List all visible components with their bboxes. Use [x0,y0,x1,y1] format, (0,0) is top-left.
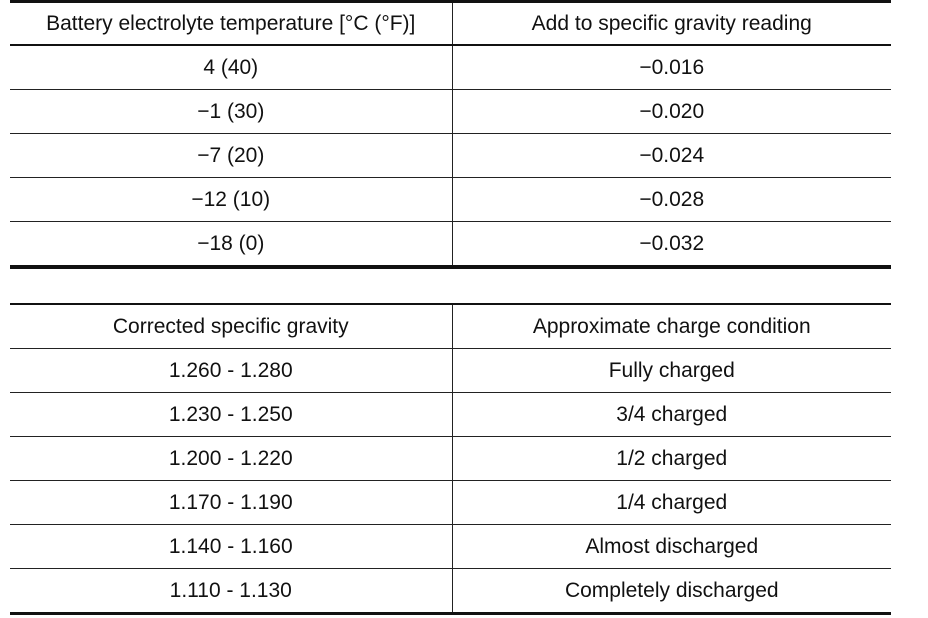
table-row [10,437,891,481]
specific-gravity-cell: 1.140 - 1.160 [10,525,452,569]
table-row [10,525,891,569]
table-row [10,569,891,614]
table-header-row [10,2,891,46]
charge-condition-cell: Completely discharged [452,569,891,614]
table-row [10,178,891,222]
temperature-cell: −1 (30) [10,90,452,134]
table-header-row [10,304,891,349]
table-row [10,45,891,90]
correction-cell: −0.020 [452,90,891,134]
temperature-cell: −7 (20) [10,134,452,178]
charge-condition-cell: Almost discharged [452,525,891,569]
specific-gravity-cell: 1.170 - 1.190 [10,481,452,525]
table-row [10,481,891,525]
table-row [10,134,891,178]
temperature-correction-table [10,0,891,269]
column-header-specific-gravity: Corrected specific gravity [10,304,452,349]
column-header-correction: Add to specific gravity reading [452,2,891,46]
charge-condition-cell: 3/4 charged [452,393,891,437]
correction-cell: −0.024 [452,134,891,178]
specific-gravity-cell: 1.230 - 1.250 [10,393,452,437]
table-row [10,90,891,134]
temperature-cell: −18 (0) [10,222,452,268]
charge-condition-cell: Fully charged [452,349,891,393]
table-row [10,349,891,393]
specific-gravity-cell: 1.200 - 1.220 [10,437,452,481]
column-header-temperature: Battery electrolyte temperature [°C (°F)] [10,2,452,46]
column-header-charge-condition: Approximate charge condition [452,304,891,349]
charge-condition-cell: 1/2 charged [452,437,891,481]
correction-cell: −0.028 [452,178,891,222]
specific-gravity-cell: 1.260 - 1.280 [10,349,452,393]
table-row [10,393,891,437]
table-row [10,222,891,268]
specific-gravity-cell: 1.110 - 1.130 [10,569,452,614]
charge-condition-table [10,303,891,615]
temperature-cell: −12 (10) [10,178,452,222]
correction-cell: −0.032 [452,222,891,268]
charge-condition-cell: 1/4 charged [452,481,891,525]
temperature-cell: 4 (40) [10,45,452,90]
correction-cell: −0.016 [452,45,891,90]
